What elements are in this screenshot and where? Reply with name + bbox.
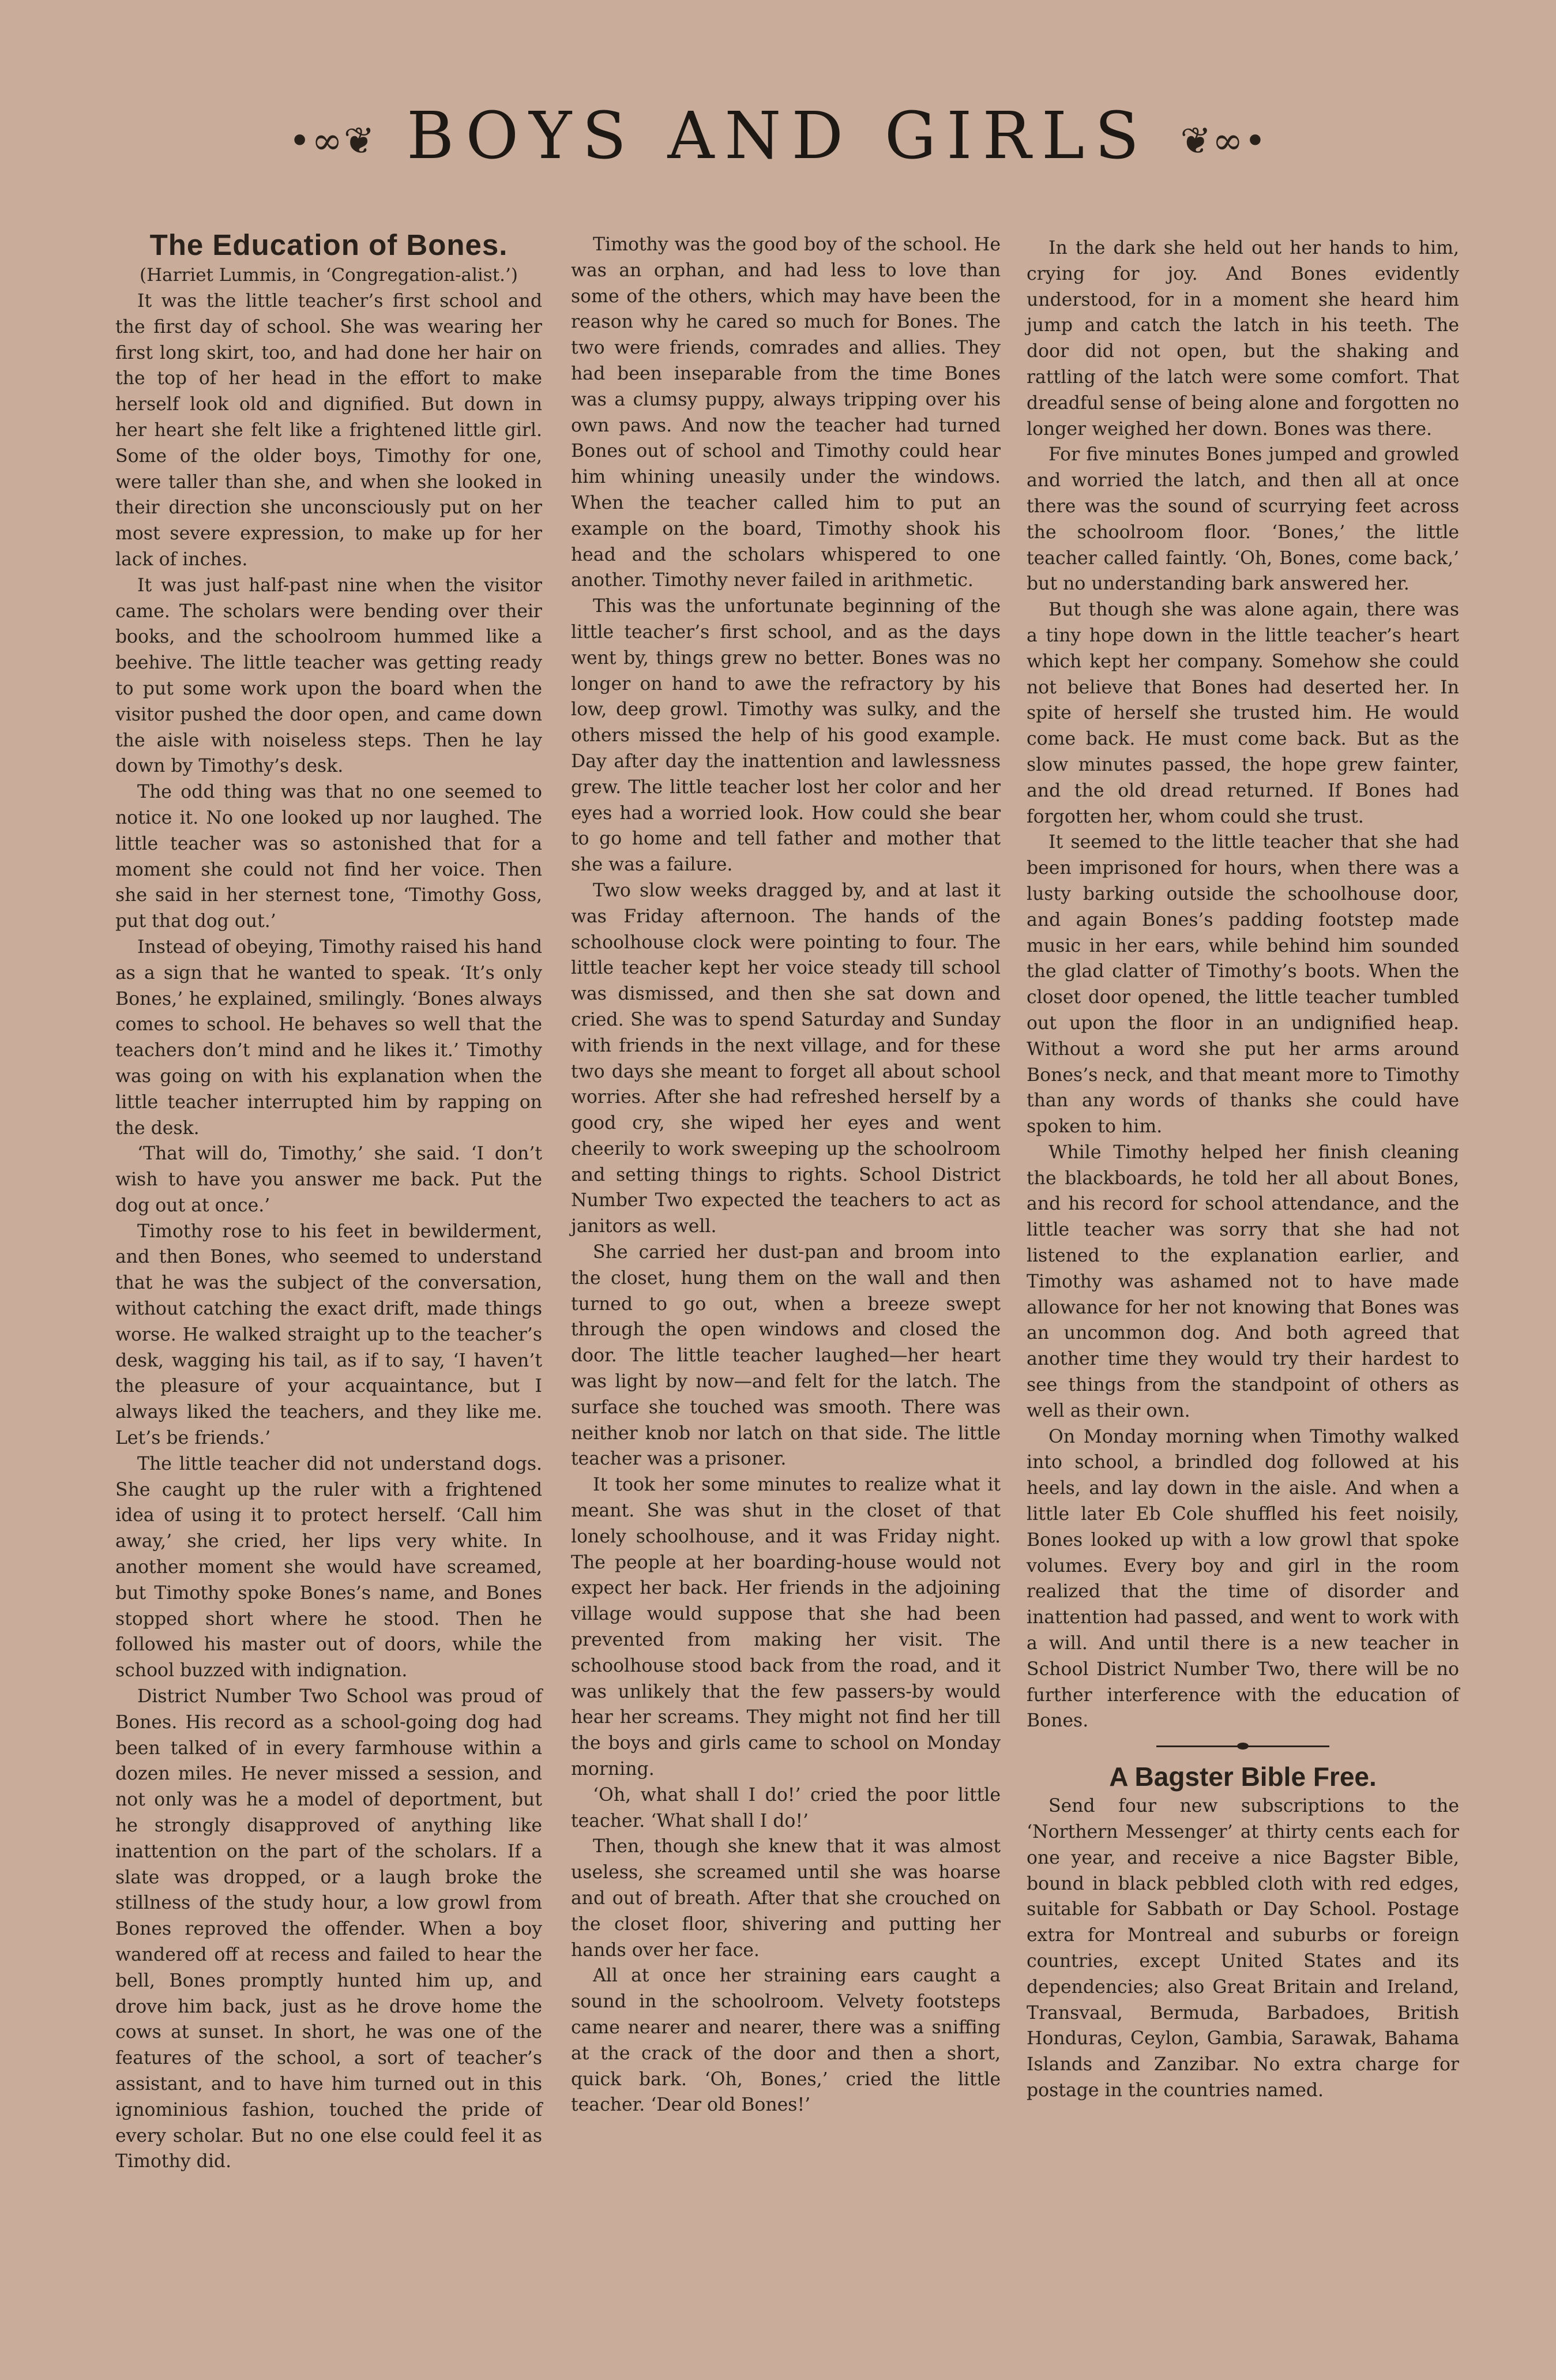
paragraph: It was the little teacher’s first school and the first day of school. She was wearing her first long skirt, too, and had done her hair on the top of her head in the effort to make herself look old and dignified. But down in her heart she felt like a frightened little girl. Some of the older boys, Timothy for one, were taller than she, and when she looked in their direction she unconsciously put on her most severe expression, to make up for her lack of inches. xyxy=(115,291,542,570)
paragraph: In the dark she held out her hands to him, crying for joy. And Bones evidently understood, for in a moment she heard him jump and catch the latch in his teeth. The door did not open, but the shaking and rattling of the latch were some comfort. That dreadful sense of being alone and forgotten no longer weighed her down. Bones was there. xyxy=(1027,238,1459,440)
paragraph: Timothy rose to his feet in bewilderment, and then Bones, who seemed to understand that he was the subject of the conversation, without catching the exact drift, made things worse. He walked straight up to the teacher’s desk, wagging his tail, as if to say, ‘I haven’t the pleasure of your acquaintance, but I always liked the teachers, and they like me. Let’s be friends.’ xyxy=(115,1221,542,1449)
paragraph: Send four new subscriptions to the ‘Northern Messenger’ at thirty cents each for one year, and receive a nice Bagster Bible, bound in black pebbled cloth with red edges, suitable for Sabbath or Day School. Postage extra for Montreal and suburbs or foreign countries, except United States and its dependencies; also Great Britain and Ireland, Transvaal, Bermuda, Barbadoes, British Honduras, Ceylon, Gambia, Sarawak, Bahama Islands and Zanzibar. No extra charge for postage in the countries named. xyxy=(1027,1796,1459,2101)
paragraph: The odd thing was that no one seemed to notice it. No one looked up nor laughed. The little teacher was so astonished that for a moment she could not find her voice. Then she said in her sternest tone, ‘Timothy Goss, put that dog out.’ xyxy=(115,782,542,932)
paragraph: It was just half-past nine when the visitor came. The scholars were bending over their books, and the schoolroom hummed like a beehive. The little teacher was getting ready to put some work upon the board when the visitor pushed the door open, and came down the aisle with noiseless steps. Then he lay down by Timothy’s desk. xyxy=(115,575,542,777)
paragraph: Then, though she knew that it was almost useless, she screamed until she was hoarse and out of breath. After that she crouched on the closet floor, shivering and putting her hands over her face. xyxy=(571,1836,1001,1961)
section-divider xyxy=(1156,1745,1329,1747)
paragraph: It took her some minutes to realize what it meant. She was shut in the closet of that lonely schoolhouse, and it was Friday night. The people at her boarding-house would not expect her back. Her friends in the adjoining village would suppose that she had been prevented from making her visit. The schoolhouse stood back from the road, and it was unlikely that the few passers-by would hear her screams. They might not find her till the boys and girls came to school on Monday morning. xyxy=(571,1474,1001,1780)
column-3 xyxy=(1027,235,1459,2104)
paragraph: ‘Oh, what shall I do!’ cried the poor little teacher. ‘What shall I do!’ xyxy=(571,1784,1001,1831)
ornament-left: •∞❦ xyxy=(288,120,376,163)
paragraph: While Timothy helped her finish cleaning the blackboards, he told her all about Bones, and his record for school attendance, and the little teacher was sorry that she had not listened to the explanation earlier, and Timothy was ashamed not to have made allowance for her not knowing that Bones was an uncommon dog. And both agreed that another time they would try their hardest to see things from the standpoint of others as well as their own. xyxy=(1027,1142,1459,1421)
paragraph: This was the unfortunate beginning of the little teacher’s first school, and as the days went by, things grew no better. Bones was no longer on hand to awe the refractory by his low, deep growl. Timothy was sulky, and the others missed the help of his good example. Day after day the inattention and lawlessness grew. The little teacher lost her color and her eyes had a worried look. How could she bear to go home and tell father and mother that she was a failure. xyxy=(571,596,1001,876)
paragraph: On Monday morning when Timothy walked into school, a brindled dog followed at his heels, and lay down in the aisle. And when a little later Eb Cole shuffled his feet noisily, Bones looked up with a low growl that spoke volumes. Every boy and girl in the room realized that the time of disorder and inattention had passed, and went to work with a will. And until there is a new teacher in School District Number Two, there will be no further interference with the education of Bones. xyxy=(1027,1426,1459,1732)
masthead xyxy=(0,99,1556,174)
masthead-title: BOYS AND GIRLS xyxy=(407,99,1149,174)
paragraph: All at once her straining ears caught a sound in the schoolroom. Velvety footsteps came nearer and nearer, there was a sniffing at the crack of the door and then a short, quick bark. ‘Oh, Bones,’ cried the little teacher. ‘Dear old Bones!’ xyxy=(571,1965,1001,2116)
paragraph: But though she was alone again, there was a tiny hope down in the little teacher’s heart which kept her company. Somehow she could not believe that Bones had deserted her. In spite of herself she trusted him. He would come back. He must come back. But as the slow minutes passed, the hope grew fainter, and the old dread returned. If Bones had forgotten her, whom could she trust. xyxy=(1027,599,1459,827)
paragraph: Timothy was the good boy of the school. He was an orphan, and had less to love than some of the others, which may have been the reason why he cared so much for Bones. The two were friends, comrades and allies. They had been inseparable from the time Bones was a clumsy puppy, always tripping over his own paws. And now the teacher had turned Bones out of school and Timothy could hear him whining uneasily under the windows. When the teacher called him to put an example on the board, Timothy shook his head and the scholars whispered to one another. Timothy never failed in arithmetic. xyxy=(571,234,1001,591)
paragraph: District Number Two School was proud of Bones. His record as a school-going dog had been talked of in every farmhouse within a dozen miles. He never missed a session, and not only was he a model of deportment, but he strongly disapproved of anything like inattention on the part of the scholars. If a slate was dropped, or a laugh broke the stillness of the study hour, a low growl from Bones reproved the offender. When a boy wandered off at recess and failed to hear the bell, Bones promptly hunted him up, and drove him back, just as he drove home the cows at sunset. In short, he was one of the features of the school, a sort of teacher’s assistant, and to have him turned out in this ignominious fashion, touched the pride of every scholar. But no one else could feel it as Timothy did. xyxy=(115,1686,542,2172)
paragraph: Instead of obeying, Timothy raised his hand as a sign that he wanted to speak. ‘It’s only Bones,’ he explained, smilingly. ‘Bones always comes to school. He behaves so well that the teachers don’t mind and he likes it.’ Timothy was going on with his explanation when the little teacher interrupted him by rapping on the desk. xyxy=(115,936,542,1139)
article-title: The Education of Bones. xyxy=(149,228,508,261)
paragraph: It seemed to the little teacher that she had been imprisoned for hours, when there was a lusty barking outside the schoolhouse door, and again Bones’s padding footstep made music in her ears, while behind him sounded the glad clatter of Timothy’s boots. When the closet door opened, the little teacher tumbled out upon the floor in an undignified heap. Without a word she put her arms around Bones’s neck, and that meant more to Timothy than any words of thanks she could have spoken to him. xyxy=(1027,832,1459,1138)
article-title-bagster: A Bagster Bible Free. xyxy=(1109,1762,1377,1792)
column-2 xyxy=(571,232,1001,2118)
ornament-right: ❦∞• xyxy=(1180,120,1268,163)
paragraph: For five minutes Bones jumped and growled and worried the latch, and then all at once there was the sound of scurrying feet across the schoolroom floor. ‘Bones,’ the little teacher called faintly. ‘Oh, Bones, come back,’ but no understanding bark answered her. xyxy=(1027,444,1459,595)
paragraph: The little teacher did not understand dogs. She caught up the ruler with a frightened idea of using it to protect herself. ‘Call him away,’ she cried, her lips very white. In another moment she would have screamed, but Timothy spoke Bones’s name, and Bones stopped short where he stood. Then he followed his master out of doors, while the school buzzed with indignation. xyxy=(115,1453,542,1681)
column-1 xyxy=(115,228,542,2175)
paragraph: She carried her dust-pan and broom into the closet, hung them on the wall and then turned to go out, when a breeze swept through the open windows and closed the door. The little teacher laughed—her heart was light by now—and felt for the latch. The surface she touched was smooth. There was neither knob nor latch on that side. The little teacher was a prisoner. xyxy=(571,1242,1001,1470)
paragraph: Two slow weeks dragged by, and at last it was Friday afternoon. The hands of the schoolhouse clock were pointing to four. The little teacher kept her voice steady till school was dismissed, and then she sat down and cried. She was to spend Saturday and Sunday with friends in the next village, and for these two days she meant to forget all about school worries. After she had refreshed herself by a good cry, she wiped her eyes and went cheerily to work sweeping up the schoolroom and setting things to rights. School District Number Two expected the teachers to act as janitors as well. xyxy=(571,880,1001,1237)
paragraph: ‘That will do, Timothy,’ she said. ‘I don’t wish to have you answer me back. Put the dog out at once.’ xyxy=(115,1143,542,1216)
article-byline: (Harriet Lummis, in ‘Congregation-alist.’) xyxy=(140,265,518,286)
